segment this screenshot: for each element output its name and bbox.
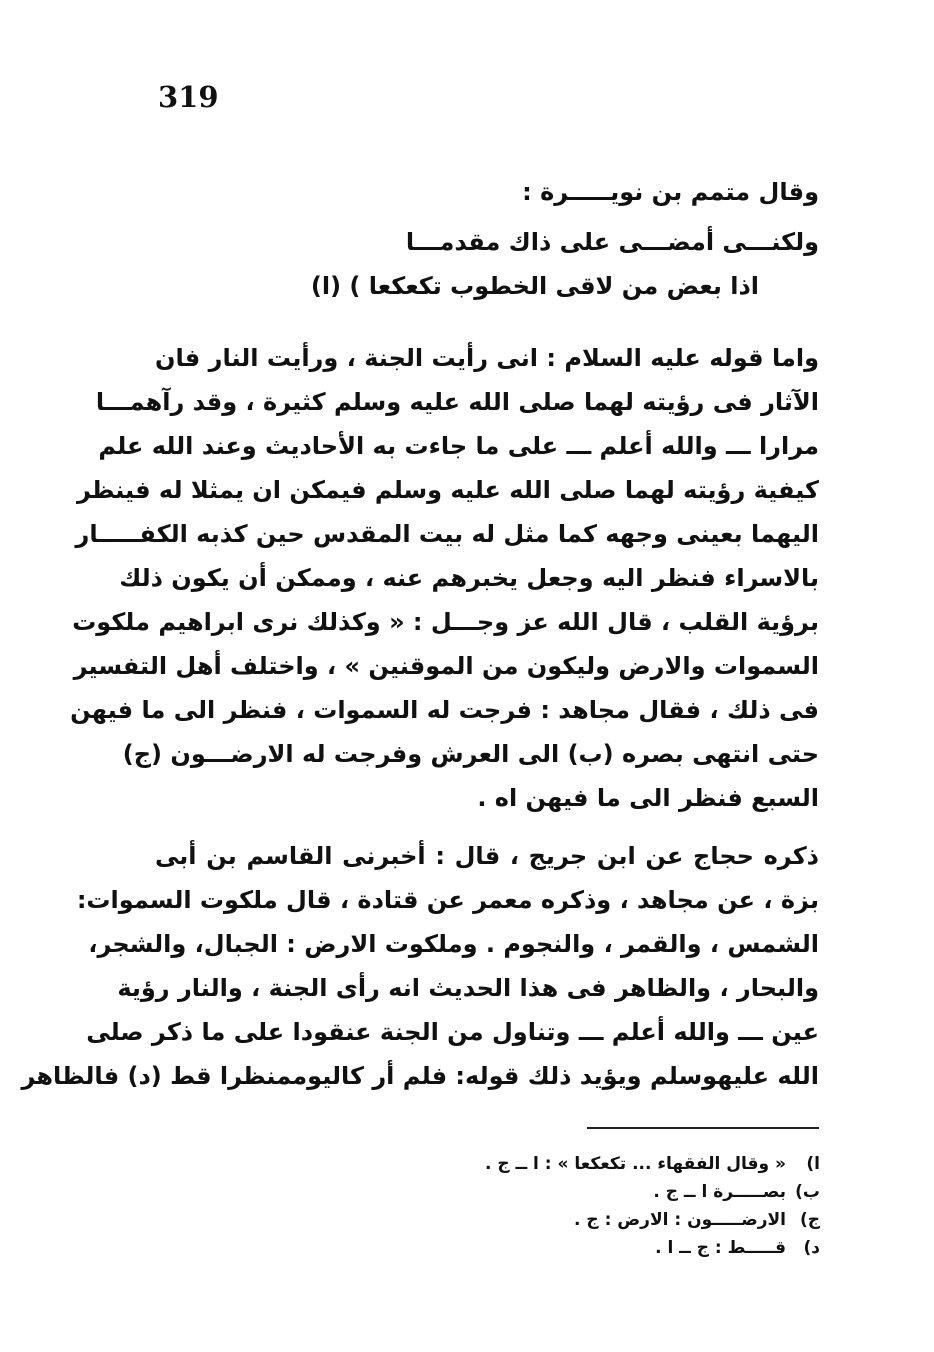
paragraph-line: السموات والارض وليكون من الموقنين » ، واختلف أهل التفسير <box>73 652 819 680</box>
footnote-mark: د) <box>803 1238 820 1258</box>
verse-line-1: ولكنـــى أمضـــى على ذاك مقدمـــا <box>405 228 819 256</box>
footnote-divider <box>587 1127 819 1129</box>
paragraph-line: اليهما بعينى وجهه كما مثل له بيت المقدس حين كذبه الكفـــــار <box>75 520 819 548</box>
footnote-item <box>420 1206 820 1234</box>
footnote-text: الارضـــــون : الارض : ج . <box>574 1210 786 1230</box>
paragraph-line: كيفية رؤيته لهما صلى الله عليه وسلم فيمكن ان يمثلا له فينظر <box>76 476 819 504</box>
page-number: 319 <box>158 80 219 114</box>
footnote-item <box>420 1150 820 1178</box>
footnote-item <box>420 1178 820 1206</box>
verse-line-2: اذا بعض من لاقى الخطوب تكعكعا ) (ا) <box>310 272 759 300</box>
verse-block <box>155 170 819 308</box>
paragraph-line: الآثار فى رؤيته لهما صلى الله عليه وسلم كثيرة ، وقد رآهمـــا <box>95 388 819 416</box>
paragraph-2 <box>21 834 819 1098</box>
verse-intro: وقال متمم بن نويـــــرة : <box>522 178 819 206</box>
paragraph-line: ذكره حجاج عن ابن جريج ، قال : أخبرنى القاسم بن أبى <box>155 842 819 870</box>
footnote-text: بصـــــرة ا ــ ج . <box>653 1182 786 1202</box>
paragraph-line: الشمس ، والقمر ، والنجوم . وملكوت الارض : الجبال، والشجر، <box>88 930 819 958</box>
paragraph-line: حتى انتهى بصره (ب) الى العرش وفرجت له الارضـــون (ج) <box>122 740 819 768</box>
paragraph-line: برؤية القلب ، قال الله عز وجـــل : « وكذلك نرى ابراهيم ملكوت <box>72 608 819 636</box>
footnote-text: « وقال الفقهاء ... تكعكعا » : ا ــ ج . <box>484 1154 786 1174</box>
footnotes <box>420 1150 820 1262</box>
paragraph-line: عين ـــ والله أعلم ـــ وتناول من الجنة عنقودا على ما ذكر صلى <box>86 1018 819 1046</box>
paragraph-line: فى ذلك ، فقال مجاهد : فرجت له السموات ، فنظر الى ما فيهن <box>70 696 819 724</box>
paragraph-line: بالاسراء فنظر اليه وجعل يخبرهم عنه ، وممكن أن يكون ذلك <box>119 564 819 592</box>
footnote-mark: ا) <box>806 1154 820 1174</box>
footnote-mark: ب) <box>795 1182 820 1202</box>
paragraph-line: الله عليهوسلم ويؤيد ذلك قوله: فلم أر كاليوممنظرا قط (د) فالظاهر <box>21 1062 819 1090</box>
paragraph-line: السبع فنظر الى ما فيهن اه . <box>477 784 819 812</box>
paragraph-line: مرارا ـــ والله أعلم ـــ على ما جاءت به الأحاديث وعند الله علم <box>98 432 819 460</box>
paragraph-line: والبحار ، والظاهر فى هذا الحديث انه رأى الجنة ، والنار رؤية <box>117 974 819 1002</box>
paragraph-line: واما قوله عليه السلام : انى رأيت الجنة ، ورأيت النار فان <box>155 344 819 372</box>
paragraph-line: بزة ، عن مجاهد ، وذكره معمر عن قتادة ، قال ملكوت السموات: <box>76 886 819 914</box>
footnote-mark: ج) <box>799 1210 820 1230</box>
footnote-item <box>420 1234 820 1262</box>
footnote-text: قـــــط : ج ــ ا . <box>655 1238 786 1258</box>
paragraph-1 <box>70 336 819 820</box>
